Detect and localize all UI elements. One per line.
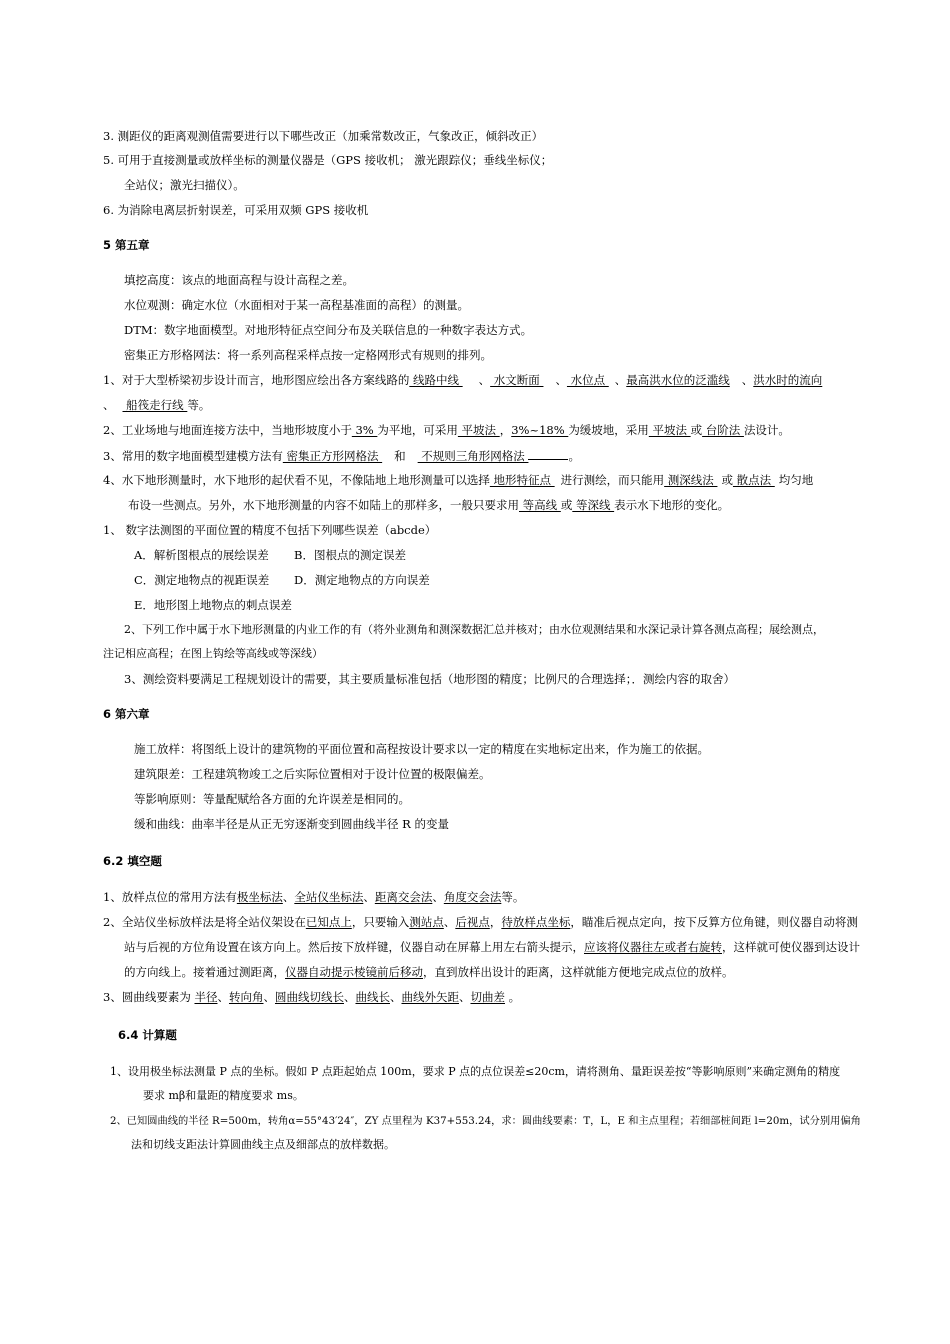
chapter-5-heading: 5 第五章 <box>103 238 150 252</box>
section-6-2-heading: 6.2 填空题 <box>103 854 162 868</box>
choice-option-a: A．解析图根点的展绘误差 <box>134 548 269 562</box>
definition-grid-method: 密集正方形格网法：将一系列高程采样点按一定格网形式有规则的排列。 <box>124 348 492 362</box>
chapter-6-heading: 6 第六章 <box>103 707 150 721</box>
section-6-4-heading: 6.4 计算题 <box>118 1028 177 1042</box>
item-6-gps: 6. 为消除电离层折射误差，可采用双频 GPS 接收机 <box>103 203 369 217</box>
calc-problem-1: 1、设用极坐标法测量 P 点的坐标。假如 P 点距起始点 100m，要求 P 点的点位误差≤20cm，请将测角、量距误差按“等影响原则”来确定测角的精度 <box>110 1065 841 1078</box>
fill-question-1-cont: 、 船筏走行线 等。 <box>103 398 211 412</box>
fill-question-1: 1、对于大型桥梁初步设计而言，地形图应绘出各方案线路的 线路中线 、 水文断面 、 水位点 、最高洪水位的泛滥线 、洪水时的流向 <box>103 373 823 387</box>
choice-question-2: 2、下列工作中属于水下地形测量的内业工作的有（将外业测角和测深数据汇总并核对；由水位观测结果和水深记录计算各测点高程；展绘测点， <box>124 623 824 636</box>
definition-transition-curve: 缓和曲线：曲率半径是从正无穷逐渐变到圆曲线半径 R 的变量 <box>134 817 449 831</box>
fill-question-2: 2、工业场地与地面连接方法中，当地形坡度小于 3% 为平地，可采用 平坡法 ，3%~18% 为缓坡地，采用 平坡法 或 台阶法 法设计。 <box>103 423 790 437</box>
choice-option-b: B．图根点的测定误差 <box>294 548 406 562</box>
definition-building-tolerance: 建筑限差：工程建筑物竣工之后实际位置相对于设计位置的极限偏差。 <box>134 767 491 781</box>
item-5-instruments: 5. 可用于直接测量或放样坐标的测量仪器是（GPS 接收机； 激光跟踪仪；垂线坐标仪； <box>103 153 553 167</box>
choice-question-3: 3、测绘资料要满足工程规划设计的需要，其主要质量标准包括（地形图的精度；比例尺的合理选择；．测绘内容的取舍） <box>124 672 736 686</box>
calc-problem-1-cont: 要求 mβ和量距的精度要求 ms。 <box>143 1089 304 1102</box>
item-3-rangefinder: 3. 测距仪的距离观测值需要进行以下哪些改正（加乘常数改正，气象改正，倾斜改正） <box>103 129 544 143</box>
definition-equal-influence: 等影响原则：等量配赋给各方面的允许误差是相同的。 <box>134 792 410 806</box>
calc-problem-2: 2、已知圆曲线的半径 R=500m，转角α=55°43′24″，ZY 点里程为 K37+553.24，求：圆曲线要素：T，L，E 和主点里程；若细部桩间距 l=20m，试分别用偏角 <box>110 1115 861 1127</box>
choice-option-e: E．地形图上地物点的刺点误差 <box>134 598 292 612</box>
choice-option-c: C．测定地物点的视距误差 <box>134 573 270 587</box>
item-5-instruments-cont: 全站仪；激光扫描仪）。 <box>124 178 245 192</box>
choice-question-1: 1、 数字法测图的平面位置的精度不包括下列哪些误差（abcde） <box>103 523 437 537</box>
definition-dtm: DTM：数字地面模型。对地形特征点空间分布及关联信息的一种数字表达方式。 <box>124 323 533 337</box>
fill-6-2-question-2: 2、全站仪坐标放样法是将全站仪架设在已知点上，只要输入测站点、后视点，待放样点坐标，瞄准后视点定向，按下反算方位角键，则仪器自动将测 <box>103 915 858 929</box>
definition-water-level: 水位观测：确定水位（水面相对于某一高程基准面的高程）的测量。 <box>124 298 469 312</box>
choice-option-d: D．测定地物点的方向误差 <box>294 573 430 587</box>
calc-problem-2-cont: 法和切线支距法计算圆曲线主点及细部点的放样数据。 <box>131 1138 395 1151</box>
fill-question-4-cont: 布设一些测点。另外，水下地形测量的内容不如陆上的那样多，一般只要求用 等高线 或 等深线 表示水下地形的变化。 <box>128 498 730 512</box>
definition-fill-cut: 填挖高度：该点的地面高程与设计高程之差。 <box>124 273 354 287</box>
fill-question-4: 4、水下地形测量时，水下地形的起伏看不见，不像陆地上地形测量可以选择 地形特征点 进行测绘，而只能用 测深线法 或 散点法 均匀地 <box>103 473 814 487</box>
choice-question-2-cont: 注记相应高程；在图上钩绘等高线或等深线） <box>103 647 323 660</box>
definition-setting-out: 施工放样：将图纸上设计的建筑物的平面位置和高程按设计要求以一定的精度在实地标定出来，作为施工的依据。 <box>134 742 709 756</box>
fill-6-2-question-2-cont2: 的方向线上。接着通过测距离，仪器自动提示棱镜前后移动，直到放样出设计的距离，这样就能方便地完成点位的放样。 <box>124 965 734 979</box>
fill-6-2-question-2-cont: 站与后视的方位角设置在该方向上。然后按下放样键，仪器自动在屏幕上用左右箭头提示，应该将仪器往左或者右旋转，这样就可使仪器到达设计 <box>124 940 860 954</box>
fill-6-2-question-1: 1、放样点位的常用方法有极坐标法、全站仪坐标法、距离交会法、角度交会法等。 <box>103 890 525 904</box>
fill-question-3: 3、常用的数字地面模型建模方法有 密集正方形网格法 和 不规则三角形网格法 。 <box>103 449 580 463</box>
fill-6-2-question-3: 3、圆曲线要素为 半径、转向角、圆曲线切线长、曲线长、曲线外矢距、切曲差 。 <box>103 990 521 1004</box>
